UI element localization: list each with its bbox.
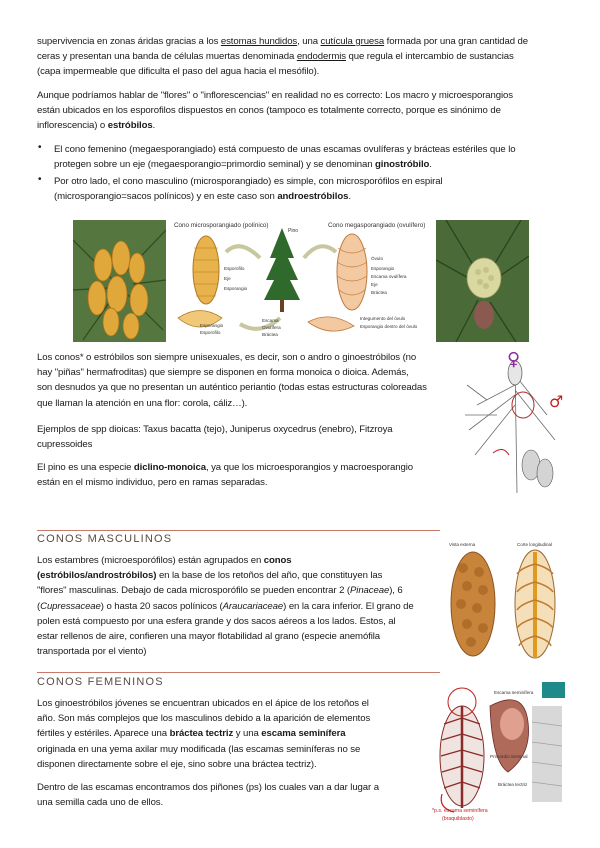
intro-line-2: ceras y presentan una banda de células muertas denominada endodermis que regula el intercambio de sustancias [37,51,514,63]
male-cone-photo [73,220,166,342]
pine-paragraph: El pino es una especie diclino-monoica, ya que los microesporangios y macroesporangio están en el mismo individuo, pero en ramas separadas. [37,462,413,489]
male-cone-figure [445,538,565,662]
intro-paragraph [37,34,567,80]
masculinos-paragraph: Los estambres (microesporófilos) están agrupados en conos (estróbilos/androstróbilos) en la base de los retoños del año, que constituyen las "flores" masculinas. Debajo de cada microsporófilo se pueden encontrar 2 (Pinaceae), 6 (Cupressaceae) o hasta 20 sacos polínicos (Araucariaceae) en la cara inferior. El grano de polen está compuesto por una esfera grande y dos sacos aéreos a los lados. Estos, al estar rellenos de aire, confieren una mayor flotabilidad al grano (especie anemófila transportada por el viento) [37,555,414,658]
intro-line-1: supervivencia en zonas áridas gracias a los estomas hundidos, una cutícula gruesa formada por una gran cantidad de [37,36,528,47]
dioic-examples: Ejemplos de spp dioicas: Taxus bacatta (tejo), Juniperus oxycedrus (enebro), Fitzroya cupressoides [37,424,393,451]
diagram-label: Integumento del óvulo [360,316,406,321]
bullet-female: El cono femenino (megaesporangiado) está compuesto de unas escamas ovulíferas y brácteas estériles que lo protegen sobre un eje (megaesporangio=primordio seminal) y se denominan ginostróbilo. [54,144,516,171]
figure-label-external: Vista externa [449,542,476,547]
diagram-title-left: Cono microsporangiado (polínico) [174,222,269,229]
female-symbol: ♀ [507,349,521,370]
male-symbol: ♂ [549,392,564,411]
diagram-label: Bráctea [262,332,278,337]
figure-label-section: Corte longitudinal [517,542,553,547]
bullet-icon: • [38,174,42,185]
female-cone-figure [428,682,565,822]
diagram-label: Esporofilo [200,330,221,335]
figure-label-bractea: Bráctea tectriz [498,782,528,787]
bullet-icon: • [38,142,42,153]
figure-caption: (braquiblasto) [442,816,474,822]
diagram-label: Eje [371,282,378,287]
section-header-masculinos: CONOS MASCULINOS [37,533,173,545]
pinones-paragraph: Dentro de las escamas encontramos dos piñones (ps) los cuales van a dar lugar a una semilla cada uno de ellos. [37,782,379,809]
section-header-femeninos: CONOS FEMENINOS [37,676,164,688]
diagram-label: Esporangio dentro del óvulo [360,324,418,329]
diagram-label: Eje [224,276,231,281]
diagram-label: Esporangio [371,266,395,271]
conos-paragraph: Los conos* o estróbilos son siempre unisexuales, es decir, son o andro o ginoestróbilos (no hay "piñas" hermafroditas) que siempre se disponen en forma monoica o dioica. Además, son desnudos ya que no presentan un auténtico periantio (todas estas estructuras coloreadas que llaman la atención en una flor: corola, cáliz…). [37,352,427,409]
section-rule [37,530,440,531]
diagram-label: Esporangio [200,323,224,328]
diagram-label: Óvulo [371,256,384,261]
femeninos-paragraph: Los ginoestróbilos jóvenes se encuentran ubicados en el ápice de los retoños el año. Son más complejos que los masculinos debido a la aparición de elementos fértiles y estériles. Aparece una bráctea tectriz y una escama seminífera originada en una yema axilar muy modificada (las escamas seminíferas no se disponen directamente sobre el eje, sino sobre una bráctea tectriz). [37,698,371,770]
diagram-label-pino: Pino [288,228,299,234]
figure-label-escama: Escama seminífera [494,690,534,695]
diagram-label: Escama ovulífera [371,274,407,279]
diagram-label: Ovulífera [262,325,281,330]
diagram-label: Escama [262,318,279,323]
diagram-label: Bráctea [371,290,387,295]
diagram-label: Esporofilo [224,266,245,271]
bullet-male: Por otro lado, el cono masculino (microsporangiado) es simple, con microsporófilos en espiral (microsporangio=sacos polínicos) y en este caso son androestróbilos. [54,176,443,203]
diagram-label: Esporangio [224,286,248,291]
figure-caption: *p.s. escama seminífera [432,808,488,814]
flowers-paragraph: Aunque podríamos hablar de "flores" o "inflorescencias" en realidad no es correcto: Los macro y microesporangios están ubicados en los esporofilos dispuestos en conos (tampoco es totalmente correcto, porque es sinónimo de inflorescencia) o estróbilos. [37,90,513,132]
pine-branch-illustration [457,345,565,493]
section-rule [37,672,440,673]
figure-label-primordio: Primordio Seminal [490,754,528,759]
intro-line-3: (capa impermeable que dificulta el paso del agua hacia el mesófilo). [37,66,320,78]
cone-diagram [170,218,432,344]
diagram-title-right: Cono megasporangiado (ovulífero) [328,222,426,229]
female-cone-photo [436,220,529,342]
